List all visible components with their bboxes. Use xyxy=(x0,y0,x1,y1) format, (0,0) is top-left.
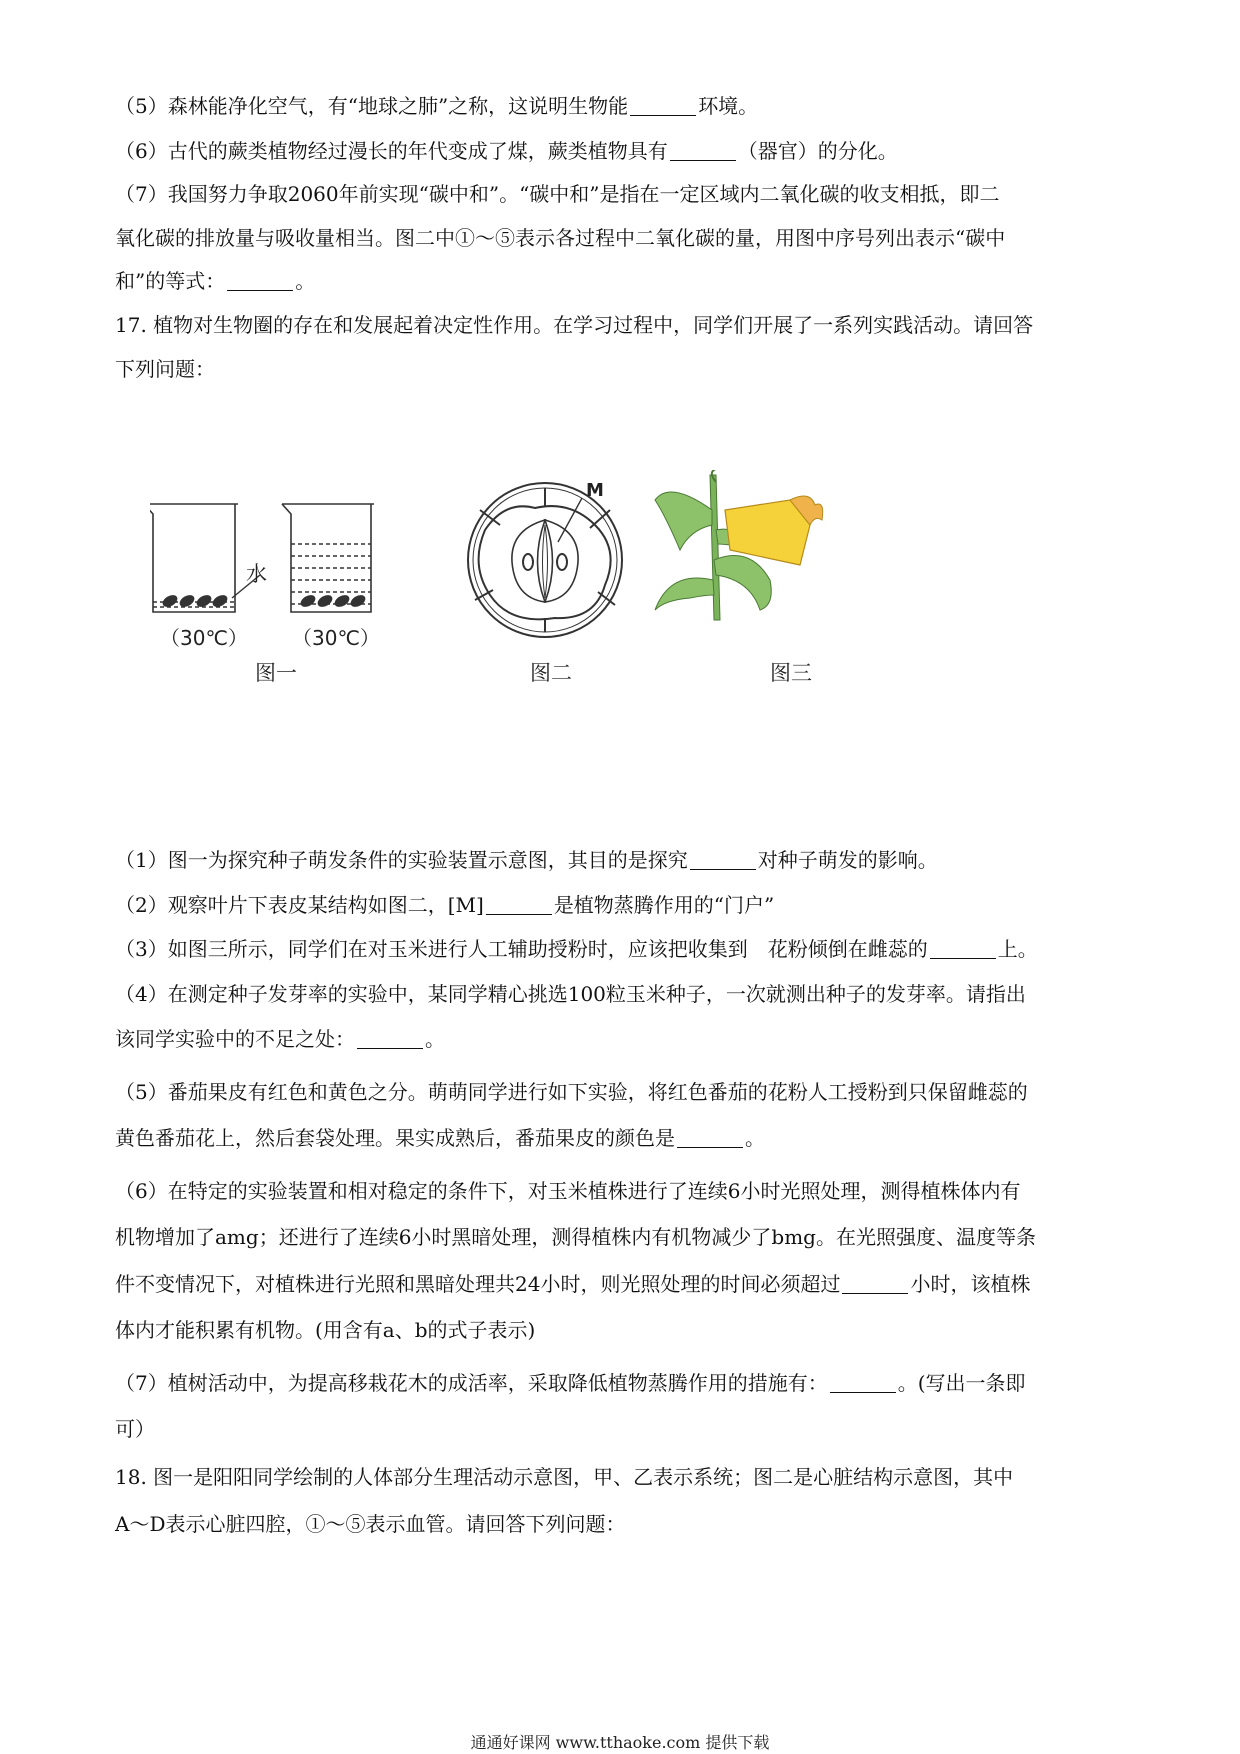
q16-7-line1: （7）我国努力争取2060年前实现“碳中和”。“碳中和”是指在一定区域内二氧化碳的收支相抵，即二 xyxy=(115,182,1000,206)
seeds-submerged xyxy=(299,593,368,610)
q17-7-line1: （7）植树活动中，为提高移栽花木的成活率，采取降低植物蒸腾作用的措施有： 。(写出一条即 xyxy=(115,1371,1026,1395)
q17-1: （1）图一为探究种子萌发条件的实验装置示意图，其目的是探究 对种子萌发的影响。 xyxy=(115,848,938,872)
q17-2: （2）观察叶片下表皮某结构如图二，[M] 是植物蒸腾作用的“门户” xyxy=(115,893,775,917)
q18-line1: 18. 图一是阳阳同学绘制的人体部分生理活动示意图，甲、乙表示系统；图二是心脏结构示意图，其中 xyxy=(115,1465,1014,1489)
answer-blank xyxy=(670,140,736,161)
q17-4-line2: 该同学实验中的不足之处： 。 xyxy=(115,1027,445,1051)
answer-blank xyxy=(842,1273,908,1294)
corn-plant-drawing xyxy=(655,470,823,620)
label-water: 水 xyxy=(246,562,267,586)
q17-7-line2: 可） xyxy=(115,1417,155,1441)
q17-5-line2: 黄色番茄花上，然后套袋处理。果实成熟后，番茄果皮的颜色是 。 xyxy=(115,1126,765,1150)
q16-7-line3: 和”的等式： 。 xyxy=(115,269,316,293)
q16-5: （5）森林能净化空气，有“地球之肺”之称，这说明生物能 环境。 xyxy=(115,94,759,118)
q17-5-line1: （5）番茄果皮有红色和黄色之分。萌萌同学进行如下实验，将红色番茄的花粉人工授粉到只保留雌蕊的 xyxy=(115,1080,1028,1104)
label-temp-left: （30℃） xyxy=(160,626,248,650)
answer-blank xyxy=(930,938,996,959)
answer-blank xyxy=(690,849,756,870)
answer-blank xyxy=(830,1372,896,1393)
q17-6-line4: 体内才能积累有机物。(用含有a、b的式子表示) xyxy=(115,1318,536,1342)
answer-blank xyxy=(227,270,293,291)
q16-6: （6）古代的蕨类植物经过漫长的年代变成了煤，蕨类植物具有 （器官）的分化。 xyxy=(115,139,898,163)
stomata-drawing xyxy=(468,483,622,637)
q18-line2: A～D表示心脏四腔，①～⑤表示血管。请回答下列问题： xyxy=(115,1512,626,1536)
label-m: M xyxy=(586,480,604,501)
q17-intro-line1: 17. 植物对生物圈的存在和发展起着决定性作用。在学习过程中，同学们开展了一系列实践活动。请回答 xyxy=(115,313,1034,337)
q17-6-line3: 件不变情况下，对植株进行光照和黑暗处理共24小时，则光照处理的时间必须超过 小时，该植株 xyxy=(115,1272,1031,1296)
q16-7-line2: 氧化碳的排放量与吸收量相当。图二中①～⑤表示各过程中二氧化碳的量，用图中序号列出表示“碳中 xyxy=(115,226,1006,250)
caption-figure-2: 图二 xyxy=(530,661,572,685)
page-footer: 通通好课网 www.tthaoke.com 提供下载 xyxy=(470,1733,770,1752)
answer-blank xyxy=(486,894,552,915)
q17-intro-line2: 下列问题： xyxy=(115,357,215,381)
caption-figure-1: 图一 xyxy=(255,661,297,685)
q17-4-line1: （4）在测定种子发芽率的实验中，某同学精心挑选100粒玉米种子，一次就测出种子的发芽率。请指出 xyxy=(115,982,1026,1006)
answer-blank xyxy=(630,95,696,116)
label-temp-right: （30℃） xyxy=(292,626,380,650)
caption-figure-3: 图三 xyxy=(770,661,812,685)
q17-3: （3）如图三所示，同学们在对玉米进行人工辅助授粉时，应该把收集到 花粉倾倒在雌蕊的 上。 xyxy=(115,937,1038,961)
q17-figures xyxy=(150,470,950,790)
answer-blank xyxy=(677,1127,743,1148)
figures-drawing xyxy=(150,470,950,790)
answer-blank xyxy=(357,1028,423,1049)
q17-6-line2: 机物增加了amg；还进行了连续6小时黑暗处理，测得植株内有机物减少了bmg。在光照强度、温度等条 xyxy=(115,1225,1036,1249)
q17-6-line1: （6）在特定的实验装置和相对稳定的条件下，对玉米植株进行了连续6小时光照处理，测得植株体内有 xyxy=(115,1179,1021,1203)
